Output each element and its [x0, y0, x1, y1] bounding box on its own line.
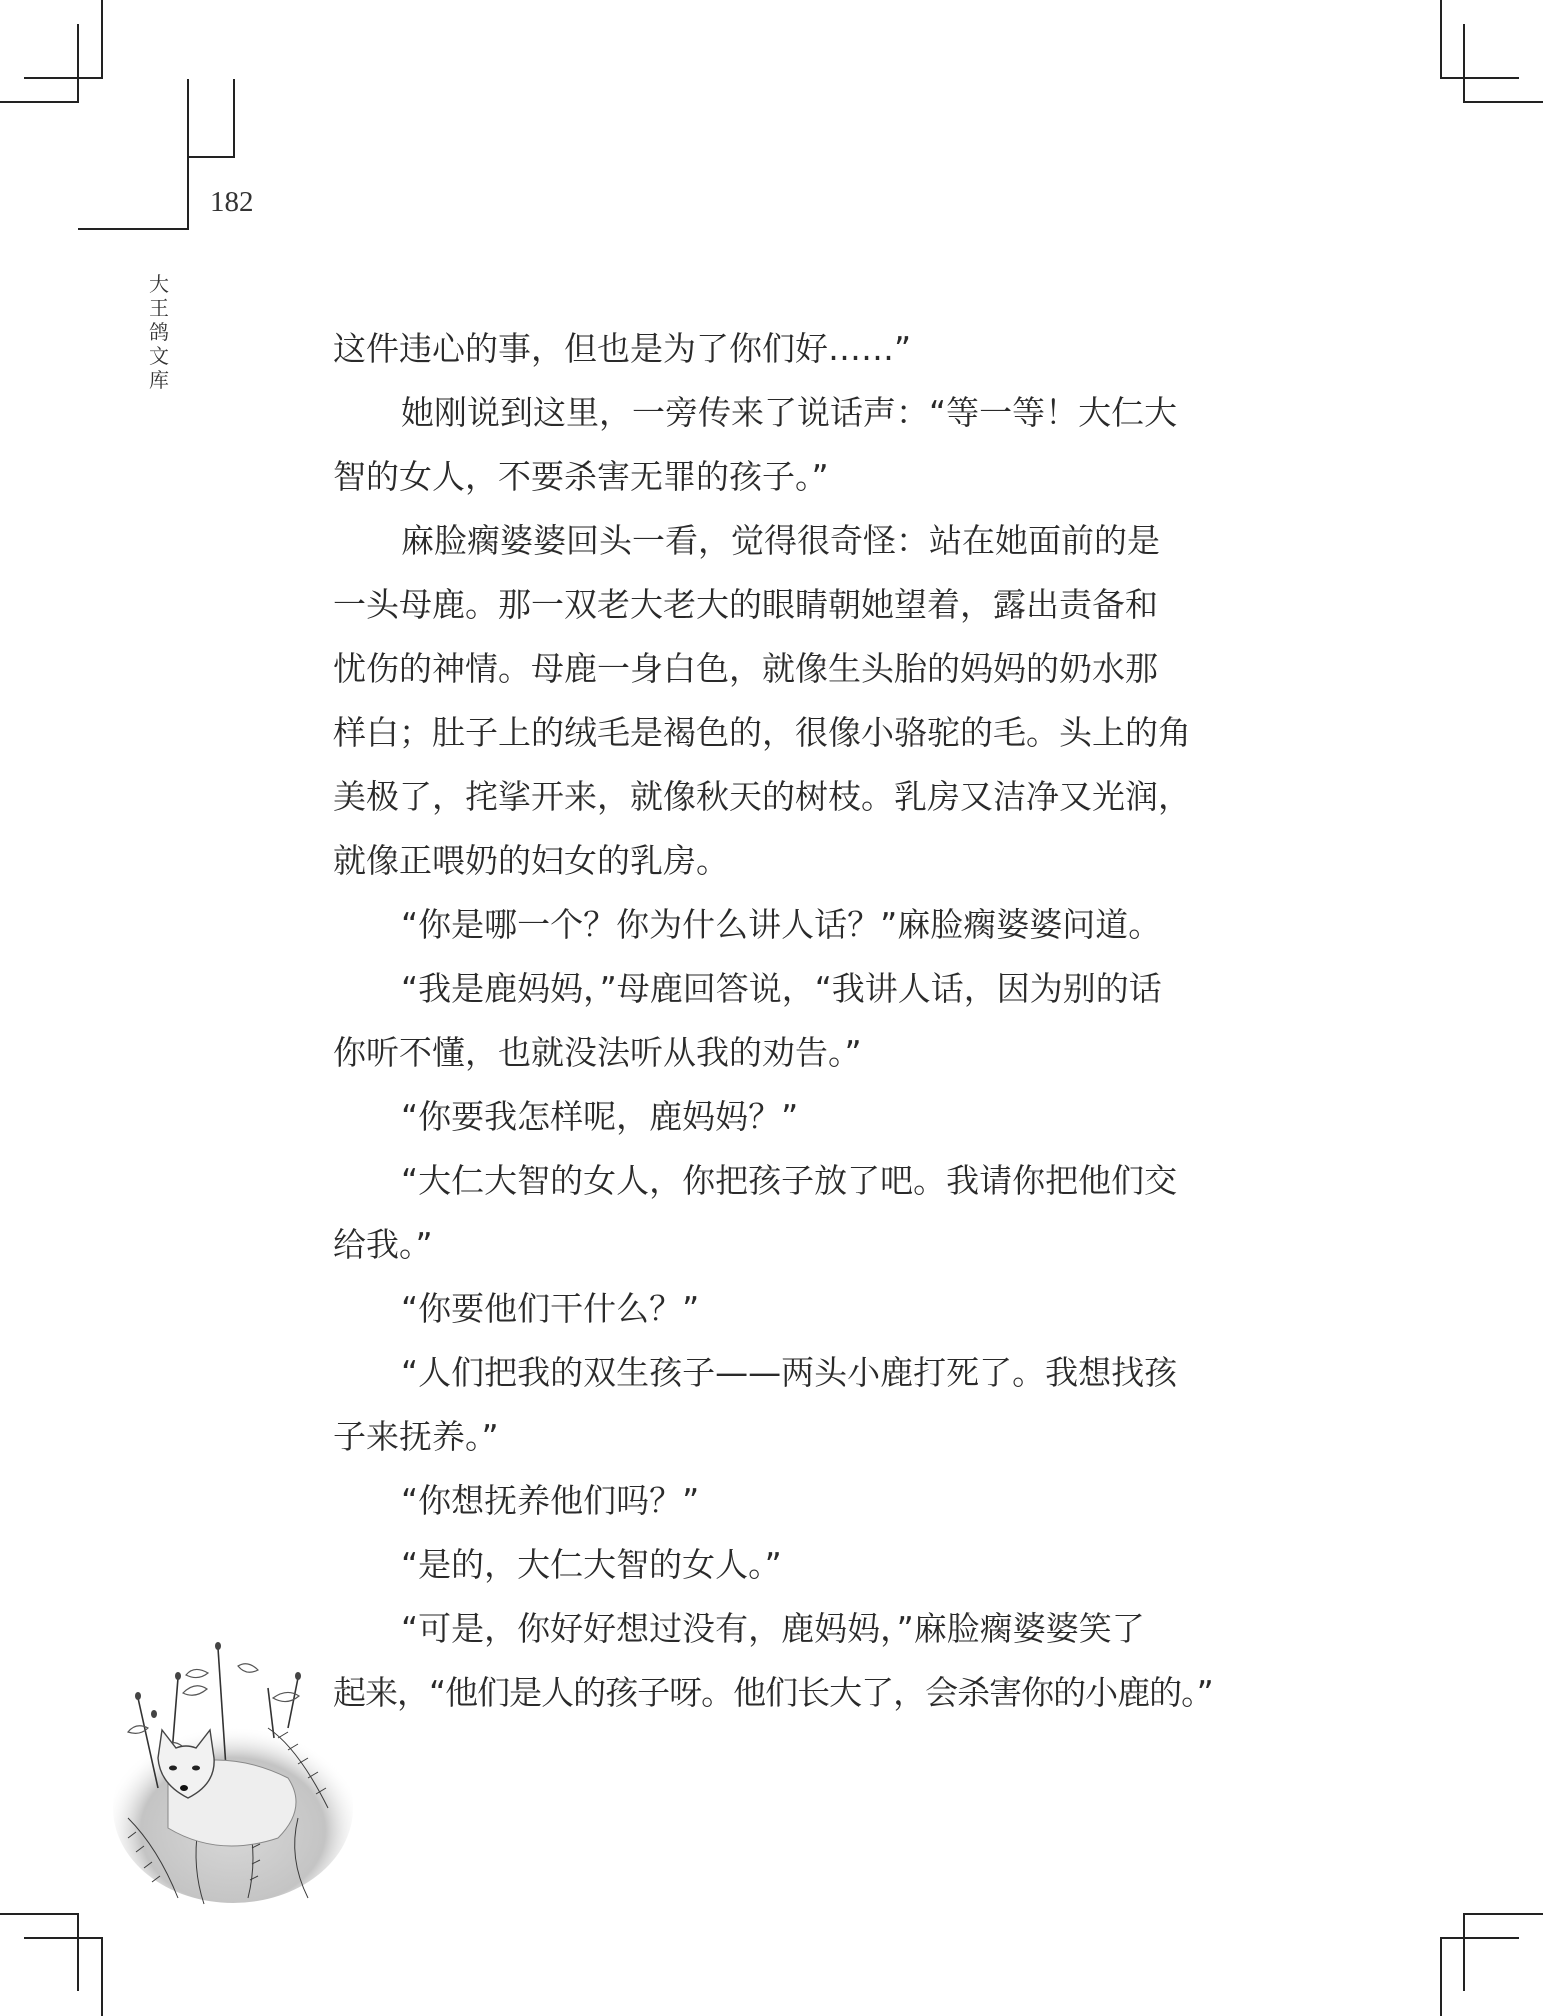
crop-mark-top-right-v1: [1440, 0, 1442, 79]
crop-mark-bottom-right-h2: [1440, 1937, 1519, 1939]
body-text: [333, 317, 1213, 1725]
series-label-char: 王: [149, 296, 169, 320]
text-line: 给我。”: [333, 1225, 433, 1264]
page-number: 182: [210, 186, 254, 218]
fox-illustration: [98, 1618, 360, 1910]
series-label-char: 鸽: [149, 320, 169, 344]
crop-mark-bottom-right-h1: [1463, 1913, 1543, 1915]
text-line: 起来，“他们是人的孩子呀。他们长大了，会杀害你的小鹿的。”: [333, 1673, 1213, 1712]
series-label-vertical: [147, 272, 171, 392]
crop-mark-top-right-h2: [1463, 101, 1543, 103]
text-line: 样白；肚子上的绒毛是褐色的，很像小骆驼的毛。头上的角: [333, 713, 1191, 752]
header-frame-mid-rule: [187, 156, 235, 158]
crop-mark-bottom-left-h2: [24, 1937, 103, 1939]
fox-sketch-icon: [98, 1618, 360, 1910]
text-line: “是的，大仁大智的女人。”: [401, 1545, 782, 1584]
text-line: “你是哪一个？你为什么讲人话？”麻脸瘸婆婆问道。: [401, 905, 1162, 944]
crop-mark-bottom-right-v2: [1440, 1937, 1442, 2016]
text-line: 美极了，挓挲开来，就像秋天的树枝。乳房又洁净又光润，: [333, 777, 1191, 816]
text-line: “你要我怎样呢，鹿妈妈？”: [401, 1097, 799, 1136]
text-line: 你听不懂，也就没法听从我的劝告。”: [333, 1033, 862, 1072]
series-label-char: 文: [149, 344, 169, 368]
text-line: “你要他们干什么？”: [401, 1289, 700, 1328]
text-line: 子来抚养。”: [333, 1417, 499, 1456]
series-label-char: 大: [149, 272, 169, 296]
text-line: “可是，你好好想过没有，鹿妈妈，”麻脸瘸婆婆笑了: [401, 1609, 1145, 1648]
text-line: 这件违心的事，但也是为了你们好……”: [333, 329, 912, 368]
crop-mark-top-right-h1: [1440, 77, 1519, 79]
text-line: “人们把我的双生孩子——两头小鹿打死了。我想找孩: [401, 1353, 1178, 1392]
crop-mark-top-left-v1: [101, 0, 103, 79]
text-line: “你想抚养他们吗？”: [401, 1481, 700, 1520]
crop-mark-bottom-left-v1: [77, 1913, 79, 1991]
crop-mark-top-left-h2: [0, 101, 79, 103]
text-line: 忧伤的神情。母鹿一身白色，就像生头胎的妈妈的奶水那: [333, 649, 1158, 688]
crop-mark-bottom-left-v2: [101, 1937, 103, 2016]
text-line: 智的女人，不要杀害无罪的孩子。”: [333, 457, 829, 496]
crop-mark-top-left-h1: [24, 77, 103, 79]
text-line: 麻脸瘸婆婆回头一看，觉得很奇怪：站在她面前的是: [401, 521, 1160, 560]
crop-mark-bottom-right-v1: [1463, 1913, 1465, 1991]
crop-mark-top-right-v2: [1463, 24, 1465, 103]
header-frame-right-rule: [233, 79, 235, 158]
text-line: “大仁大智的女人，你把孩子放了吧。我请你把他们交: [401, 1161, 1178, 1200]
header-frame-left-rule: [187, 79, 189, 230]
text-line: 一头母鹿。那一双老大老大的眼睛朝她望着，露出责备和: [333, 585, 1158, 624]
crop-mark-top-left-v2: [77, 24, 79, 103]
crop-mark-bottom-left-h1: [0, 1913, 79, 1915]
header-frame-bottom-rule: [78, 228, 189, 230]
text-line: “我是鹿妈妈，”母鹿回答说，“我讲人话，因为别的话: [401, 969, 1162, 1008]
series-label-char: 库: [149, 368, 169, 392]
text-line: 她刚说到这里，一旁传来了说话声：“等一等！大仁大: [401, 393, 1178, 432]
text-line: 就像正喂奶的妇女的乳房。: [333, 841, 729, 880]
